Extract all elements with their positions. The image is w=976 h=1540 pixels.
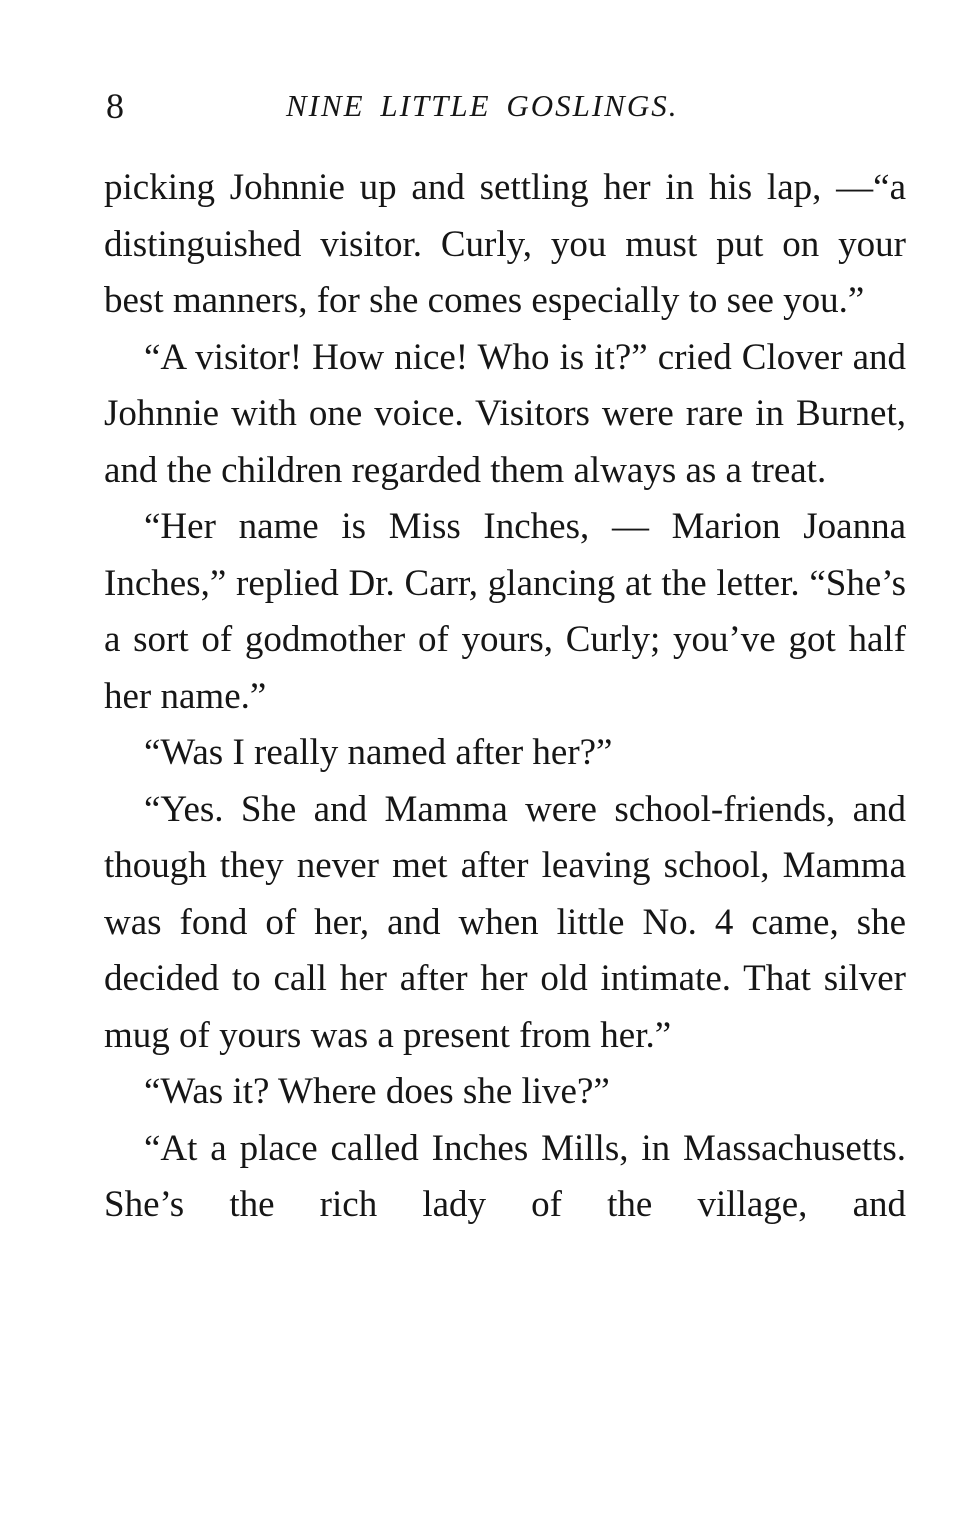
running-title: NINE LITTLE GOSLINGS. (286, 88, 679, 123)
paragraph-1: picking Johnnie up and settling her in his lap, —“a distinguished visitor. Curly, you must put on your best manners, for she comes especially to see you.” (104, 167, 906, 321)
page-number: 8 (106, 86, 124, 126)
paragraph-2: “A visitor! How nice! Who is it?” cried Clover and Johnnie with one voice. Visitors were rare in Burnet, and the children regarded them always as a treat. (104, 336, 906, 491)
paragraph-3: “Her name is Miss Inches, — Marion Joanna Inches,” replied Dr. Carr, glancing at the letter. “She’s a sort of godmother of yours, Curly; you’ve got half her name.” (104, 506, 906, 717)
body-text (104, 160, 906, 1234)
paragraph-5: “Yes. She and Mamma were school-friends, and though they never met after leaving school, Mamma was fond of her, and when little No. 4 came, she decided to call her after her old intimate. That silver mug of yours was a present from her.” (104, 788, 906, 1056)
paragraph-7: “At a place called Inches Mills, in Massachusetts. She’s the rich lady of the village, and (104, 1127, 906, 1225)
paragraph-4: “Was I really named after her?” (144, 732, 613, 773)
paragraph-6: “Was it? Where does she live?” (144, 1071, 610, 1112)
page-header (106, 84, 906, 128)
